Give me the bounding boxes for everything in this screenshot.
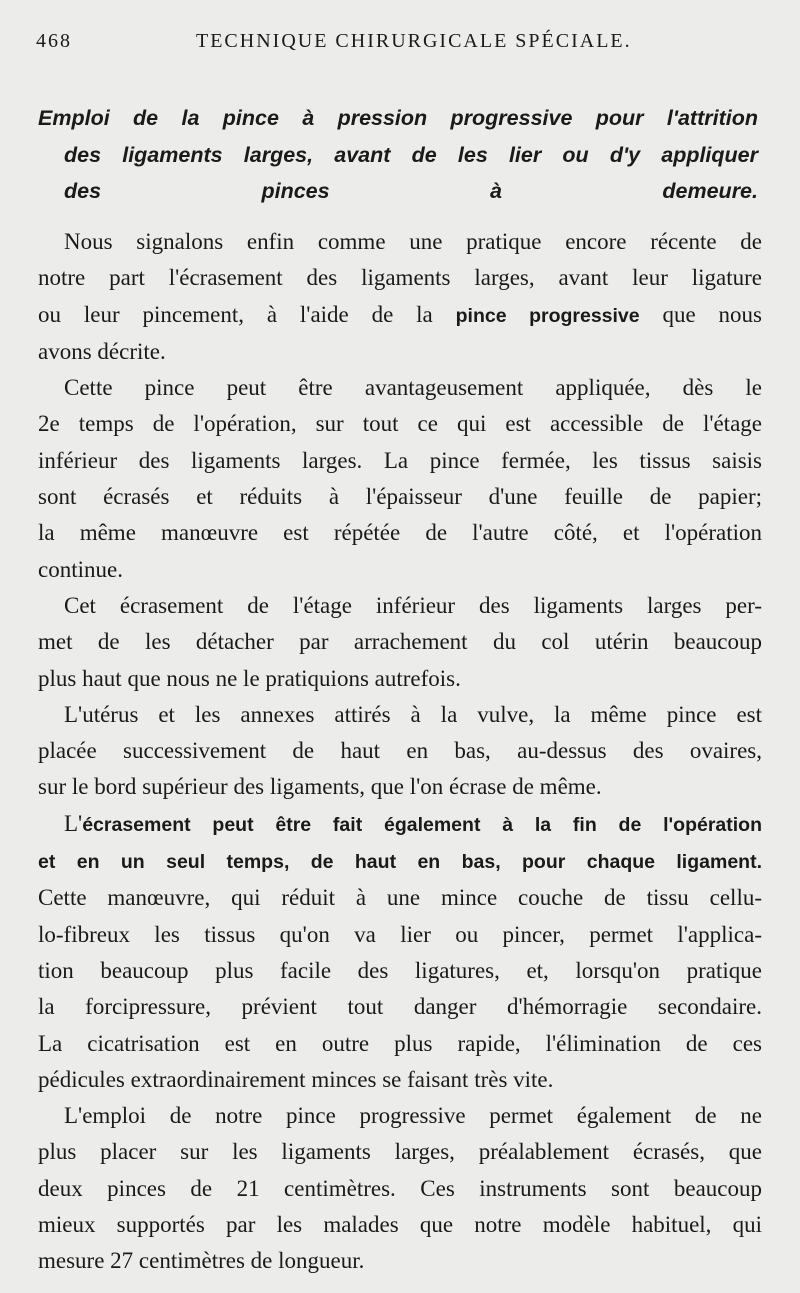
- text-line: L'emploi de notre pince progressive permet également de ne: [64, 1103, 762, 1129]
- text-line: 2e temps de l'opération, sur tout ce qui est accessible de l'étage: [38, 411, 762, 437]
- paragraph: [38, 224, 762, 370]
- emphasized-text: et en un seul temps, de haut en bas, pour chaque ligament.: [38, 851, 762, 874]
- text-line: Cet écrasement de l'étage inférieur des ligaments larges per-: [64, 592, 762, 618]
- text-line: plus placer sur les ligaments larges, préalablement écrasés, que: [38, 1139, 762, 1165]
- text-line: [38, 297, 762, 334]
- text-line: Cette pince peut être avantageusement appliquée, dès le: [64, 375, 762, 401]
- text-line: Cette manœuvre, qui réduit à une mince couche de tissu cellu-: [38, 885, 762, 911]
- text-line: lo-fibreux les tissus qu'on va lier ou pincer, permet l'applica-: [38, 921, 762, 947]
- text-line: plus haut que nous ne le pratiquions autrefois.: [38, 665, 461, 691]
- section-title-line: Emploi de la pince à pression progressive pour l'attrition: [38, 106, 758, 130]
- text-segment: que nous: [639, 301, 762, 327]
- emphasized-text: écrasement peut être fait également à la fin de l'opération: [82, 813, 762, 836]
- text-line: la même manœuvre est répétée de l'autre côté, et l'opération: [38, 520, 762, 546]
- text-line: avons décrite.: [38, 338, 166, 364]
- text-line: met de les détacher par arrachement du col utérin beaucoup: [38, 629, 762, 655]
- page-header: [36, 30, 760, 60]
- paragraph: [38, 588, 762, 697]
- text-line: Nous signalons enfin comme une pratique encore récente de: [64, 229, 762, 254]
- text-line: mesure 27 centimètres de longueur.: [38, 1248, 365, 1274]
- text-line: L'utérus et les annexes attirés à la vulve, la même pince est: [64, 701, 762, 727]
- text-line: la forcipressure, prévient tout danger d'hémorragie secondaire.: [38, 994, 762, 1020]
- text-line: notre part l'écrasement des ligaments larges, avant leur ligature: [38, 265, 762, 291]
- page-number: 468: [36, 30, 72, 52]
- text-line: [38, 843, 762, 880]
- text-line: tion beaucoup plus facile des ligatures, et, lorsqu'on pratique: [38, 957, 762, 983]
- paragraph: [38, 1098, 762, 1279]
- paragraph: [38, 806, 762, 1098]
- text-line: placée successivement de haut en bas, au-dessus des ovaires,: [38, 738, 762, 764]
- text-line: [38, 806, 762, 843]
- text-line: mieux supportés par les malades que notre modèle habituel, qui: [38, 1212, 762, 1238]
- text-line: sur le bord supérieur des ligaments, que l'on écrase de même.: [38, 774, 602, 800]
- paragraph: [38, 370, 762, 588]
- running-title: TECHNIQUE CHIRURGICALE SPÉCIALE.: [196, 30, 632, 52]
- text-line: inférieur des ligaments larges. La pince fermée, les tissus saisis: [38, 447, 762, 473]
- text-line: deux pinces de 21 centimètres. Ces instruments sont beaucoup: [38, 1175, 762, 1201]
- section-title-line: des ligaments larges, avant de les lier ou d'y appliquer: [64, 142, 758, 167]
- text-line: pédicules extraordinairement minces se faisant très vite.: [38, 1066, 554, 1092]
- paragraph: [38, 697, 762, 806]
- body-text: [38, 224, 762, 1280]
- text-line: continue.: [38, 556, 123, 582]
- text-segment: L': [64, 810, 83, 836]
- section-title: [38, 100, 758, 210]
- text-line: sont écrasés et réduits à l'épaisseur d'une feuille de papier;: [38, 484, 762, 510]
- section-title-line: des pinces à demeure.: [64, 179, 758, 203]
- emphasized-text: pince progressive: [455, 304, 640, 327]
- text-line: La cicatrisation est en outre plus rapide, l'élimination de ces: [38, 1030, 762, 1056]
- text-segment: ou leur pincement, à l'aide de la: [38, 301, 456, 327]
